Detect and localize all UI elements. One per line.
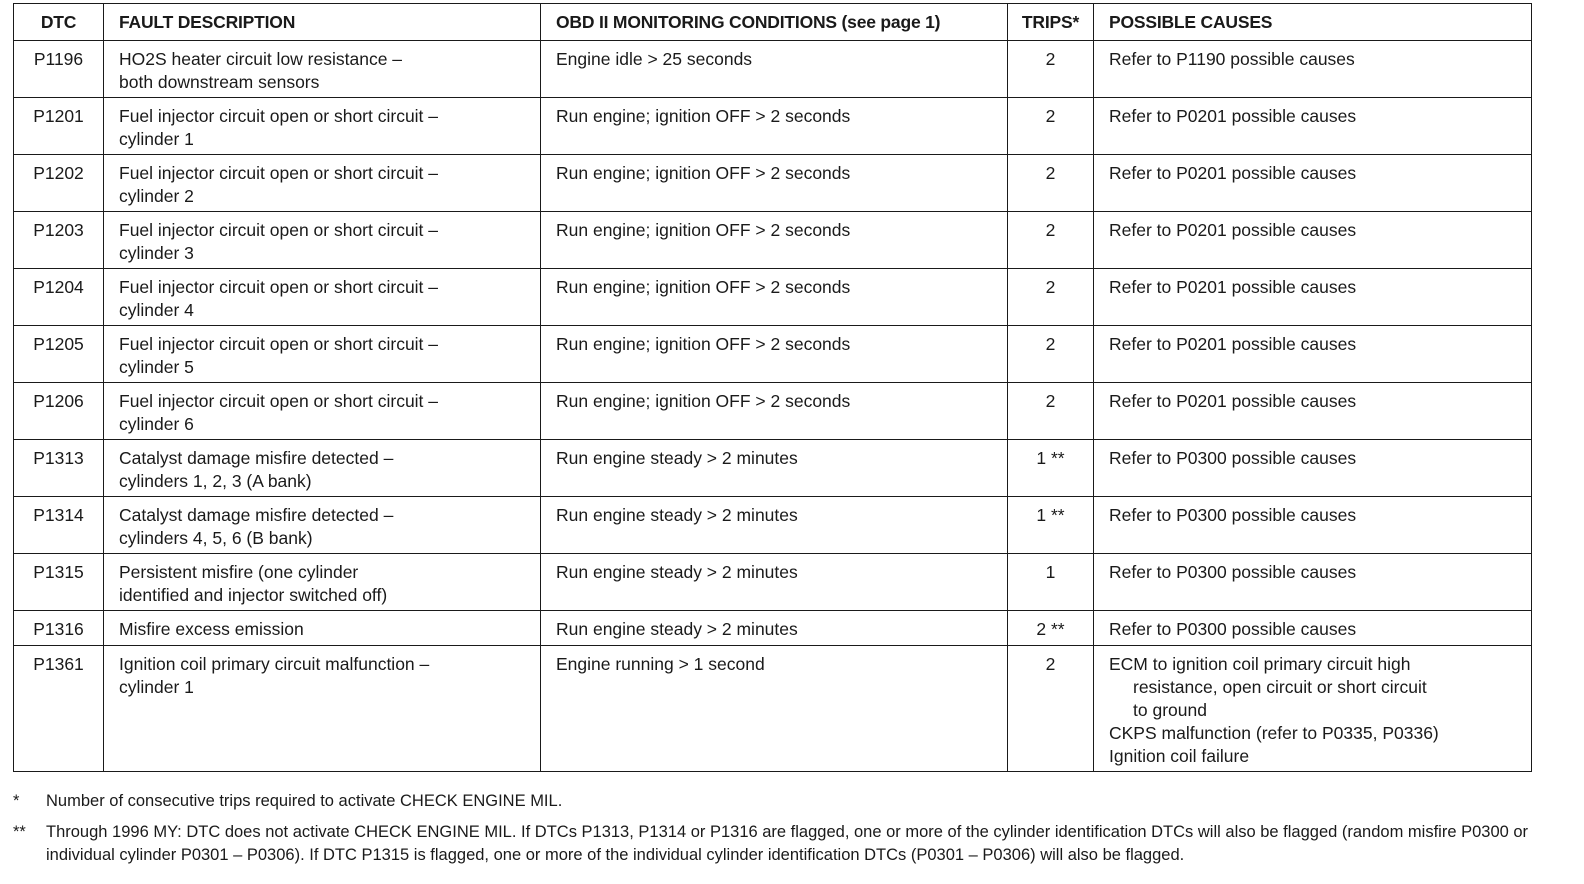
monitoring-conditions: Run engine steady > 2 minutes: [541, 497, 1008, 554]
header-dtc: DTC: [14, 4, 104, 41]
fault-description: Fuel injector circuit open or short circuit – cylinder 1: [104, 98, 541, 155]
table-row: [14, 383, 1532, 440]
possible-causes: [1094, 646, 1532, 772]
dtc-code: P1204: [14, 269, 104, 326]
fault-description: Ignition coil primary circuit malfunction – cylinder 1: [104, 646, 541, 772]
table-row: [14, 611, 1532, 646]
table-row: [14, 155, 1532, 212]
cause-line: Ignition coil failure: [1109, 746, 1250, 766]
table-row: [14, 326, 1532, 383]
footnote-text: Number of consecutive trips required to activate CHECK ENGINE MIL.: [46, 792, 563, 810]
footnote-text: Through 1996 MY: DTC does not activate CHECK ENGINE MIL. If DTCs P1313, P1314 or P1316 are flagged, one or more of the cylinder identification DTCs will also be flagged (random misfire P0300 or individual cylinder P0301 – P0306). If DTC P1315 is flagged, one or more of the individual cylinder identification DTCs (P0301 – P0306) will also be flagged.: [46, 823, 1529, 864]
trips-count: 2: [1008, 212, 1094, 269]
monitoring-conditions: Run engine; ignition OFF > 2 seconds: [541, 98, 1008, 155]
table-row: [14, 41, 1532, 98]
footnote-double-asterisk: [13, 821, 1553, 867]
header-possible-causes: POSSIBLE CAUSES: [1094, 4, 1532, 41]
fault-description: Fuel injector circuit open or short circuit – cylinder 3: [104, 212, 541, 269]
monitoring-conditions: Run engine; ignition OFF > 2 seconds: [541, 383, 1008, 440]
monitoring-conditions: Run engine steady > 2 minutes: [541, 554, 1008, 611]
trips-count: 1 **: [1008, 440, 1094, 497]
possible-causes: Refer to P0300 possible causes: [1094, 440, 1532, 497]
trips-count: 1 **: [1008, 497, 1094, 554]
monitoring-conditions: Engine idle > 25 seconds: [541, 41, 1008, 98]
footnote-single-asterisk: [13, 790, 1553, 813]
table-row: [14, 646, 1532, 772]
fault-description: Catalyst damage misfire detected – cylinders 4, 5, 6 (B bank): [104, 497, 541, 554]
footnote-marker: *: [13, 792, 20, 810]
table-header-row: [14, 4, 1532, 41]
trips-count: 2: [1008, 646, 1094, 772]
trips-count: 1: [1008, 554, 1094, 611]
footnotes: [13, 790, 1553, 875]
dtc-code: P1201: [14, 98, 104, 155]
possible-causes: Refer to P1190 possible causes: [1094, 41, 1532, 98]
fault-description: Fuel injector circuit open or short circuit – cylinder 4: [104, 269, 541, 326]
trips-count: 2: [1008, 269, 1094, 326]
fault-description: Fuel injector circuit open or short circuit – cylinder 2: [104, 155, 541, 212]
header-monitoring-conditions: OBD II MONITORING CONDITIONS (see page 1): [541, 4, 1008, 41]
possible-causes: Refer to P0201 possible causes: [1094, 269, 1532, 326]
fault-description: Fuel injector circuit open or short circuit – cylinder 6: [104, 383, 541, 440]
monitoring-conditions: Run engine; ignition OFF > 2 seconds: [541, 155, 1008, 212]
table-row: [14, 554, 1532, 611]
dtc-table: [13, 3, 1532, 772]
trips-count: 2: [1008, 98, 1094, 155]
monitoring-conditions: Run engine; ignition OFF > 2 seconds: [541, 326, 1008, 383]
monitoring-conditions: Engine running > 1 second: [541, 646, 1008, 772]
fault-description: Persistent misfire (one cylinder identified and injector switched off): [104, 554, 541, 611]
possible-causes: Refer to P0300 possible causes: [1094, 554, 1532, 611]
dtc-code: P1361: [14, 646, 104, 772]
possible-causes: Refer to P0201 possible causes: [1094, 383, 1532, 440]
dtc-code: P1205: [14, 326, 104, 383]
footnote-marker: **: [13, 823, 26, 841]
cause-line: to ground: [1133, 700, 1207, 720]
table-row: [14, 440, 1532, 497]
table-row: [14, 212, 1532, 269]
trips-count: 2: [1008, 326, 1094, 383]
possible-causes: Refer to P0201 possible causes: [1094, 212, 1532, 269]
dtc-code: P1203: [14, 212, 104, 269]
trips-count: 2: [1008, 383, 1094, 440]
cause-line: ECM to ignition coil primary circuit high: [1109, 654, 1411, 674]
monitoring-conditions: Run engine; ignition OFF > 2 seconds: [541, 269, 1008, 326]
monitoring-conditions: Run engine steady > 2 minutes: [541, 611, 1008, 646]
dtc-code: P1314: [14, 497, 104, 554]
dtc-code: P1313: [14, 440, 104, 497]
trips-count: 2: [1008, 41, 1094, 98]
possible-causes: Refer to P0201 possible causes: [1094, 155, 1532, 212]
dtc-code: P1206: [14, 383, 104, 440]
cause-line: resistance, open circuit or short circuit: [1133, 677, 1427, 697]
possible-causes: Refer to P0201 possible causes: [1094, 98, 1532, 155]
possible-causes: Refer to P0201 possible causes: [1094, 326, 1532, 383]
fault-description: Misfire excess emission: [104, 611, 541, 646]
possible-causes: Refer to P0300 possible causes: [1094, 611, 1532, 646]
table-row: [14, 269, 1532, 326]
trips-count: 2 **: [1008, 611, 1094, 646]
monitoring-conditions: Run engine steady > 2 minutes: [541, 440, 1008, 497]
fault-description: HO2S heater circuit low resistance – both downstream sensors: [104, 41, 541, 98]
possible-causes: Refer to P0300 possible causes: [1094, 497, 1532, 554]
dtc-code: P1315: [14, 554, 104, 611]
fault-description: Catalyst damage misfire detected – cylinders 1, 2, 3 (A bank): [104, 440, 541, 497]
dtc-code: P1202: [14, 155, 104, 212]
header-trips: TRIPS*: [1008, 4, 1094, 41]
header-fault-description: FAULT DESCRIPTION: [104, 4, 541, 41]
cause-line: CKPS malfunction (refer to P0335, P0336): [1109, 723, 1439, 743]
dtc-code: P1316: [14, 611, 104, 646]
monitoring-conditions: Run engine; ignition OFF > 2 seconds: [541, 212, 1008, 269]
table-row: [14, 497, 1532, 554]
table-row: [14, 98, 1532, 155]
trips-count: 2: [1008, 155, 1094, 212]
dtc-code: P1196: [14, 41, 104, 98]
fault-description: Fuel injector circuit open or short circuit – cylinder 5: [104, 326, 541, 383]
